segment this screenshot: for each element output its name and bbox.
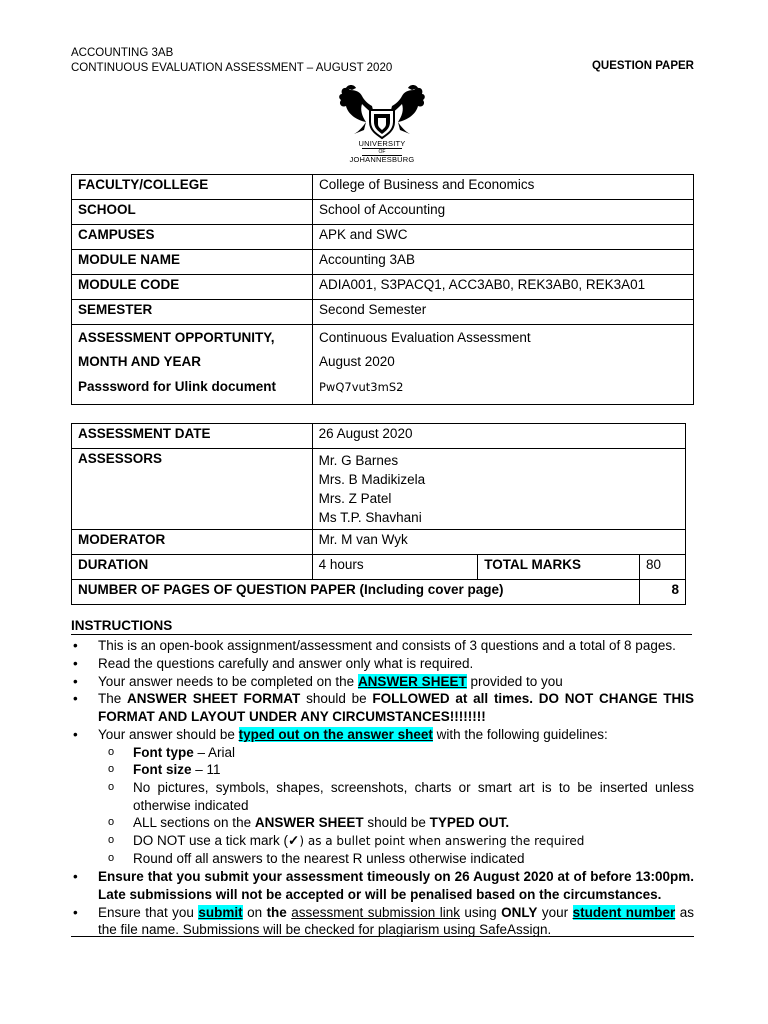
list-item xyxy=(106,761,694,779)
module-code-value: ADIA001, S3PACQ1, ACC3AB0, REK3AB0, REK3A01 xyxy=(313,275,694,300)
logo-text-of: OF xyxy=(362,148,402,156)
list-item xyxy=(71,690,694,726)
moderator-value: Mr. M van Wyk xyxy=(312,530,685,555)
semester-label: SEMESTER xyxy=(72,300,313,325)
instructions-list xyxy=(71,637,694,939)
typed-out-highlight: typed out on the answer sheet xyxy=(238,726,433,742)
instruction-text: ALL sections on the xyxy=(133,815,255,831)
module-info-table xyxy=(71,174,694,405)
assessment-date-label: ASSESSMENT DATE xyxy=(72,424,313,449)
table-row xyxy=(72,530,686,555)
password-label: Passsword for Ulink document xyxy=(78,379,277,394)
list-item xyxy=(106,744,694,762)
instruction-text: Ensure that you xyxy=(98,904,199,920)
duration-value: 4 hours xyxy=(312,555,478,580)
instruction-text: should be xyxy=(363,815,430,831)
instruction-text: – 11 xyxy=(191,762,221,778)
submit-highlight: submit xyxy=(198,904,243,920)
page-count-label: NUMBER OF PAGES OF QUESTION PAPER (Including cover page) xyxy=(72,580,640,605)
password-value: PwQ7vut3mS2 xyxy=(319,380,404,394)
instruction-text: as the file name. Submissions will be checked for plagiarism using SafeAssign. xyxy=(98,904,694,938)
module-name-value: Accounting 3AB xyxy=(313,250,694,275)
instruction-text: No pictures, symbols, shapes, screenshots, charts or smart art is to be inserted unless otherwise indicated xyxy=(133,779,694,813)
list-item xyxy=(106,814,694,832)
instruction-bold: FOLLOWED at all times. DO NOT CHANGE THIS FORMAT AND LAYOUT UNDER ANY CIRCUMSTANCES!!!!!!!! xyxy=(98,691,695,725)
instruction-text: provided to you xyxy=(466,673,563,689)
table-row xyxy=(72,580,686,605)
instruction-bold: Font size xyxy=(133,762,192,778)
semester-value: Second Semester xyxy=(313,300,694,325)
list-item xyxy=(71,868,694,904)
list-item xyxy=(71,673,694,691)
logo-text-johannesburg: JOHANNESBURG xyxy=(349,155,415,164)
assessor-name: Mr. G Barnes xyxy=(318,453,399,468)
list-item xyxy=(71,655,694,673)
page-count-value: 8 xyxy=(640,580,686,605)
school-value: School of Accounting xyxy=(313,200,694,225)
assessor-name: Ms T.P. Shavhani xyxy=(318,510,422,525)
instruction-bold: Font type xyxy=(133,744,194,760)
instruction-text: Round off all answers to the nearest R unless otherwise indicated xyxy=(133,851,525,867)
module-code-label: MODULE CODE xyxy=(72,275,313,300)
table-row xyxy=(72,555,686,580)
instruction-text: on xyxy=(242,904,267,920)
moderator-label: MODERATOR xyxy=(72,530,313,555)
opportunity-values xyxy=(313,325,694,405)
total-marks-value: 80 xyxy=(640,555,686,580)
table-row xyxy=(72,325,694,405)
list-item xyxy=(106,850,694,868)
section-divider xyxy=(71,936,694,937)
instruction-bold: ONLY xyxy=(501,904,538,920)
table-row xyxy=(72,449,686,530)
instruction-text: using xyxy=(459,904,502,920)
instructions-section xyxy=(71,618,694,939)
document-header xyxy=(71,46,392,76)
table-row xyxy=(72,200,694,225)
total-marks-label: TOTAL MARKS xyxy=(478,555,640,580)
header-assessment: CONTINUOUS EVALUATION ASSESSMENT – AUGUST 2020 xyxy=(71,62,393,74)
table-row xyxy=(72,250,694,275)
header-paper-type: QUESTION PAPER xyxy=(591,60,694,72)
submission-link-text: assessment submission link xyxy=(291,904,460,920)
tick-mark-icon: ✓ xyxy=(288,832,300,848)
university-logo xyxy=(332,84,432,172)
list-item xyxy=(106,832,694,851)
instruction-text: ) as a bullet point when answering the required xyxy=(299,833,585,848)
instruction-bold: ANSWER SHEET FORMAT xyxy=(127,691,301,707)
table-row xyxy=(72,225,694,250)
module-name-label: MODULE NAME xyxy=(72,250,313,275)
assessor-name: Mrs. Z Patel xyxy=(318,491,392,506)
instruction-text: Your answer should be xyxy=(98,726,239,742)
answer-sheet-highlight: ANSWER SHEET xyxy=(357,673,467,689)
instruction-text: with the following guidelines: xyxy=(432,726,608,742)
assessors-label: ASSESSORS xyxy=(72,449,313,530)
instruction-bold: TYPED OUT. xyxy=(429,815,510,831)
student-number-highlight: student number xyxy=(572,904,676,920)
assessment-details-table xyxy=(71,423,686,605)
instruction-bold: the xyxy=(266,904,287,920)
instruction-text: should be xyxy=(300,691,373,707)
list-item xyxy=(71,726,694,868)
table-row xyxy=(72,424,686,449)
campuses-value: APK and SWC xyxy=(313,225,694,250)
campuses-label: CAMPUSES xyxy=(72,225,313,250)
instruction-text: Your answer needs to be completed on the xyxy=(98,673,358,689)
logo-text-university: UNIVERSITY xyxy=(358,139,406,148)
instruction-bold: Ensure that you submit your assessment timeously on 26 August 2020 at of before 13:00pm. Late submissions will not be accepted or will be penalised based on the circumstances. xyxy=(98,868,694,902)
list-item xyxy=(71,904,694,940)
assessment-date-value: 26 August 2020 xyxy=(312,424,685,449)
instructions-title: INSTRUCTIONS xyxy=(71,618,692,635)
opportunity-labels xyxy=(72,325,313,405)
assessors-list xyxy=(312,449,685,530)
opportunity-value: Continuous Evaluation Assessment xyxy=(319,330,531,345)
duration-label: DURATION xyxy=(72,555,313,580)
birds-crest-icon xyxy=(336,84,428,140)
list-item xyxy=(106,779,694,814)
month-year-value: August 2020 xyxy=(319,354,395,369)
table-row xyxy=(72,175,694,200)
instruction-bold: ANSWER SHEET xyxy=(254,815,364,831)
faculty-label: FACULTY/COLLEGE xyxy=(72,175,313,200)
instruction-text: – Arial xyxy=(193,744,236,760)
instruction-text: This is an open-book assignment/assessment and consists of 3 questions and a total of 8 pages. xyxy=(98,638,676,653)
list-item xyxy=(71,637,694,655)
instruction-text: Read the questions carefully and answer only what is required. xyxy=(98,655,474,671)
month-year-label: MONTH AND YEAR xyxy=(78,354,202,369)
opportunity-label: ASSESSMENT OPPORTUNITY, xyxy=(78,330,275,345)
table-row xyxy=(72,275,694,300)
table-row xyxy=(72,300,694,325)
instruction-text: your xyxy=(537,904,573,920)
instruction-text: The xyxy=(98,691,128,707)
header-module: ACCOUNTING 3AB xyxy=(71,47,174,59)
assessor-name: Mrs. B Madikizela xyxy=(318,472,426,487)
guidelines-list xyxy=(106,744,694,868)
faculty-value: College of Business and Economics xyxy=(313,175,694,200)
instruction-text: DO NOT use a tick mark ( xyxy=(133,832,289,848)
school-label: SCHOOL xyxy=(72,200,313,225)
